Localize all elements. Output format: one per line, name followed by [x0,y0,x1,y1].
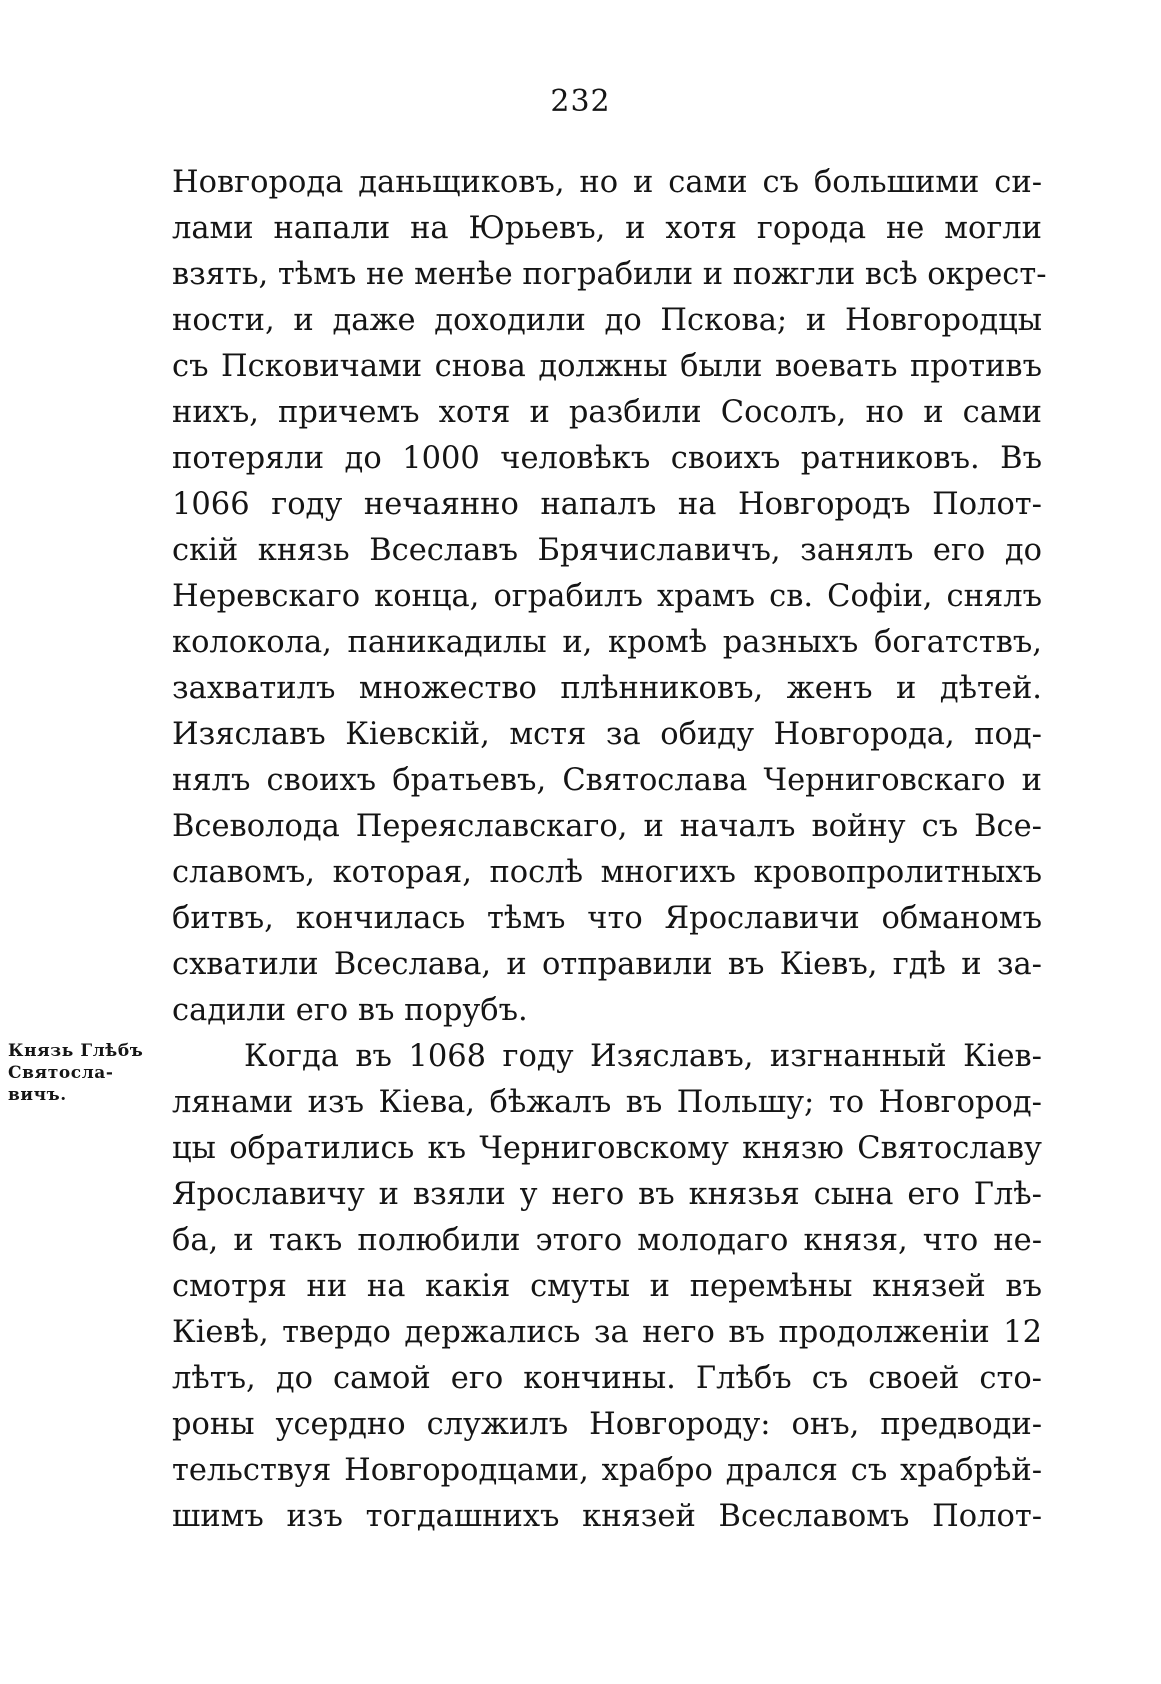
text-line: битвъ, кончилась тѣмъ что Ярославичи обманомъ [172,901,1042,936]
text-line: Неревскаго конца, ограбилъ храмъ св. Софіи, снялъ [172,579,1042,614]
text-line: Кіевѣ, твердо держались за него въ продолженіи 12 [172,1315,1042,1350]
text-line: нихъ, причемъ хотя и разбили Сосолъ, но и сами [172,395,1042,430]
text-line: ба, и такъ полюбили этого молодаго князя, что не- [172,1223,1042,1258]
paragraph-1 [172,160,1047,1034]
text-line: тельствуя Новгородцами, храбро дрался съ храбрѣй- [172,1453,1042,1488]
margin-note-line: Князь Глѣбъ [8,1041,144,1061]
text-line: садили его въ порубъ. [172,993,528,1028]
text-line: лами напали на Юрьевъ, и хотя города не могли [172,211,1042,246]
page-number: 232 [550,84,611,119]
text-line: схватили Всеслава, и отправили въ Кіевъ, гдѣ и за- [172,947,1042,982]
body-text [172,160,1047,1540]
text-line: смотря ни на какія смуты и перемѣны князей въ [172,1269,1042,1304]
text-line: захватилъ множество плѣнниковъ, женъ и дѣтей. [172,671,1042,706]
text-line: Новгорода даньщиковъ, но и сами съ большими си- [172,165,1042,200]
text-line: лѣтъ, до самой его кончины. Глѣбъ съ своей сто- [172,1361,1042,1396]
text-line: Когда въ 1068 году Изяславъ, изгнанный Кіев- [244,1039,1042,1074]
text-line: Всеволода Переяславскаго, и началъ войну съ Все- [172,809,1042,844]
text-line: роны усердно служилъ Новгороду: онъ, предводи- [172,1407,1042,1442]
text-line: нялъ своихъ братьевъ, Святослава Черниговскаго и [172,763,1042,798]
text-line: скій князь Всеславъ Брячиславичъ, занялъ его до [172,533,1042,568]
text-line: шимъ изъ тогдашнихъ князей Всеславомъ Полот- [172,1499,1042,1534]
paragraph-2 [172,1034,1042,1540]
text-line: съ Псковичами снова должны были воевать противъ [172,349,1042,384]
margin-note-line: вичъ. [8,1085,67,1105]
text-line: лянами изъ Кіева, бѣжалъ въ Польшу; то Новгород- [172,1085,1042,1120]
margin-note-line: Святосла- [8,1063,114,1083]
text-line: Ярославичу и взяли у него въ князья сына его Глѣ- [172,1177,1042,1212]
text-line: славомъ, которая, послѣ многихъ кровопролитныхъ [172,855,1042,890]
text-line: колокола, паникадилы и, кромѣ разныхъ богатствъ, [172,625,1042,660]
text-line: 1066 году нечаянно напалъ на Новгородъ Полот- [172,487,1042,522]
text-line: цы обратились къ Черниговскому князю Святославу [172,1131,1042,1166]
text-line: потеряли до 1000 человѣкъ своихъ ратниковъ. Въ [172,441,1042,476]
text-line: ности, и даже доходили до Пскова; и Новгородцы [172,303,1042,338]
margin-note [8,1040,178,1106]
text-line: взять, тѣмъ не менѣе пограбили и пожгли всѣ окрест- [172,257,1047,292]
text-line: Изяславъ Кіевскій, мстя за обиду Новгорода, под- [172,717,1042,752]
